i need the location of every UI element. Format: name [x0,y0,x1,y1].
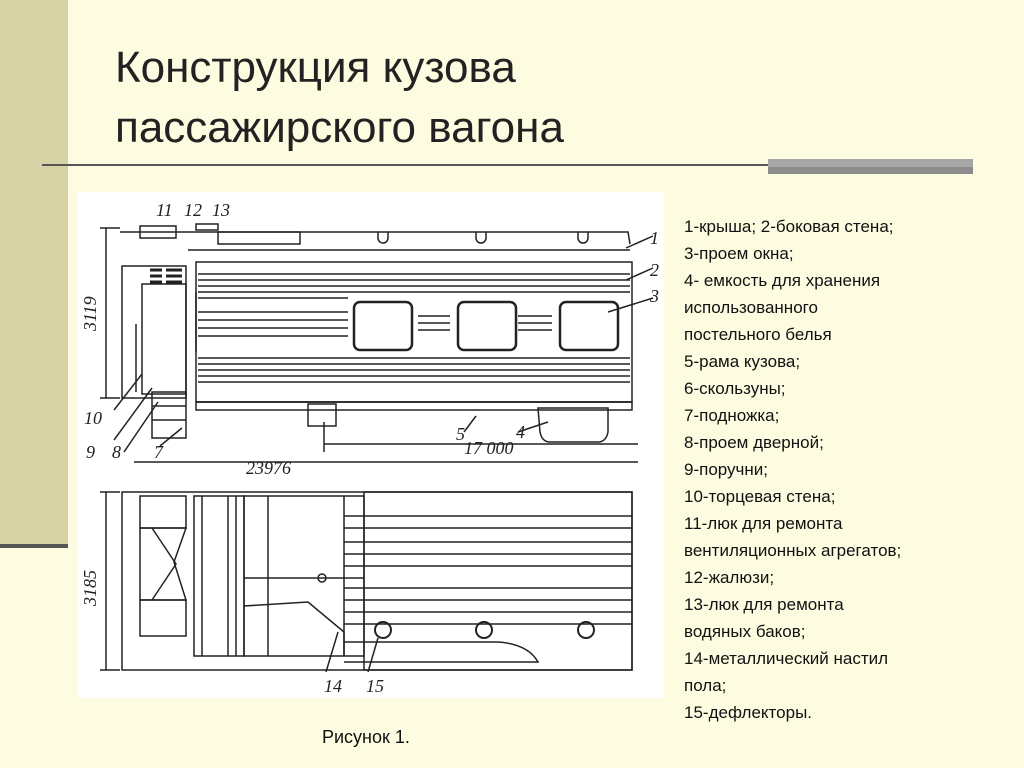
footstep [152,392,186,438]
label-12: 12 [184,200,202,220]
label-2: 2 [650,260,659,280]
legend-item: водяных баков; [684,622,806,641]
label-3: 3 [650,286,659,306]
side-accent-divider [0,544,68,548]
legend-item: 8-проем дверной; [684,433,824,452]
end-frame-bottom [140,600,186,636]
slide-title [115,38,715,158]
legend-item: 11-люк для ремонта [684,514,843,533]
dim-height-bottom: 3185 [80,570,100,606]
legend-item: использованного [684,298,818,317]
legend-item: 3-проем окна; [684,244,794,263]
title-underline [42,164,770,166]
door-opening [142,284,186,394]
label-7: 7 [154,442,163,462]
side-accent-bar [0,0,68,548]
title-accent-bar-shadow [768,167,973,174]
end-wall [122,266,186,398]
title-line-2: пассажирского вагона [115,103,564,152]
hatch-13 [218,232,300,244]
floor-frame [244,496,364,656]
metal-floor [364,492,632,670]
label-14: 14 [324,676,342,696]
label-5: 5 [456,424,465,444]
legend-item: 14-металлический настил [684,649,889,668]
legend-item: 4- емкость для хранения [684,271,881,290]
label-10: 10 [84,408,102,428]
legend-item: вентиляционных агрегатов; [684,541,902,560]
drawing-svg [78,192,664,698]
slider [308,404,336,426]
legend-item: 5-рама кузова; [684,352,801,371]
legend-item: постельного белья [684,325,832,344]
legend-item: 15-дефлекторы. [684,703,813,722]
label-1: 1 [650,228,659,248]
end-frame-top [140,496,186,528]
dim-length-base: 17 000 [464,438,514,458]
legend-item: 10-торцевая стена; [684,487,836,506]
title-line-1: Конструкция кузова [115,43,516,92]
car-body-drawing [78,192,664,698]
label-8: 8 [112,442,121,462]
window-1 [354,302,412,350]
legend-item: 1-крыша; 2-боковая стена; [684,217,894,236]
label-11: 11 [156,200,173,220]
legend-list [684,213,1014,726]
figure-caption: Рисунок 1. [322,727,410,747]
label-13: 13 [212,200,230,220]
hatch-12 [196,224,218,230]
body-frame [196,402,632,410]
dim-height-top: 3119 [80,296,100,331]
legend-item: 9-поручни; [684,460,769,479]
side-wall [196,262,632,402]
label-15: 15 [366,676,384,696]
legend-item: 6-скользуны; [684,379,786,398]
roof-outline [120,232,630,244]
window-3 [560,302,618,350]
window-2 [458,302,516,350]
linen-tank [538,408,608,442]
legend-item: 7-подножка; [684,406,780,425]
label-4: 4 [516,422,525,442]
label-9: 9 [86,442,95,462]
legend-item: пола; [684,676,727,695]
legend-item: 13-люк для ремонта [684,595,844,614]
dim-length-total: 23976 [246,458,291,478]
legend-item: 12-жалюзи; [684,568,775,587]
